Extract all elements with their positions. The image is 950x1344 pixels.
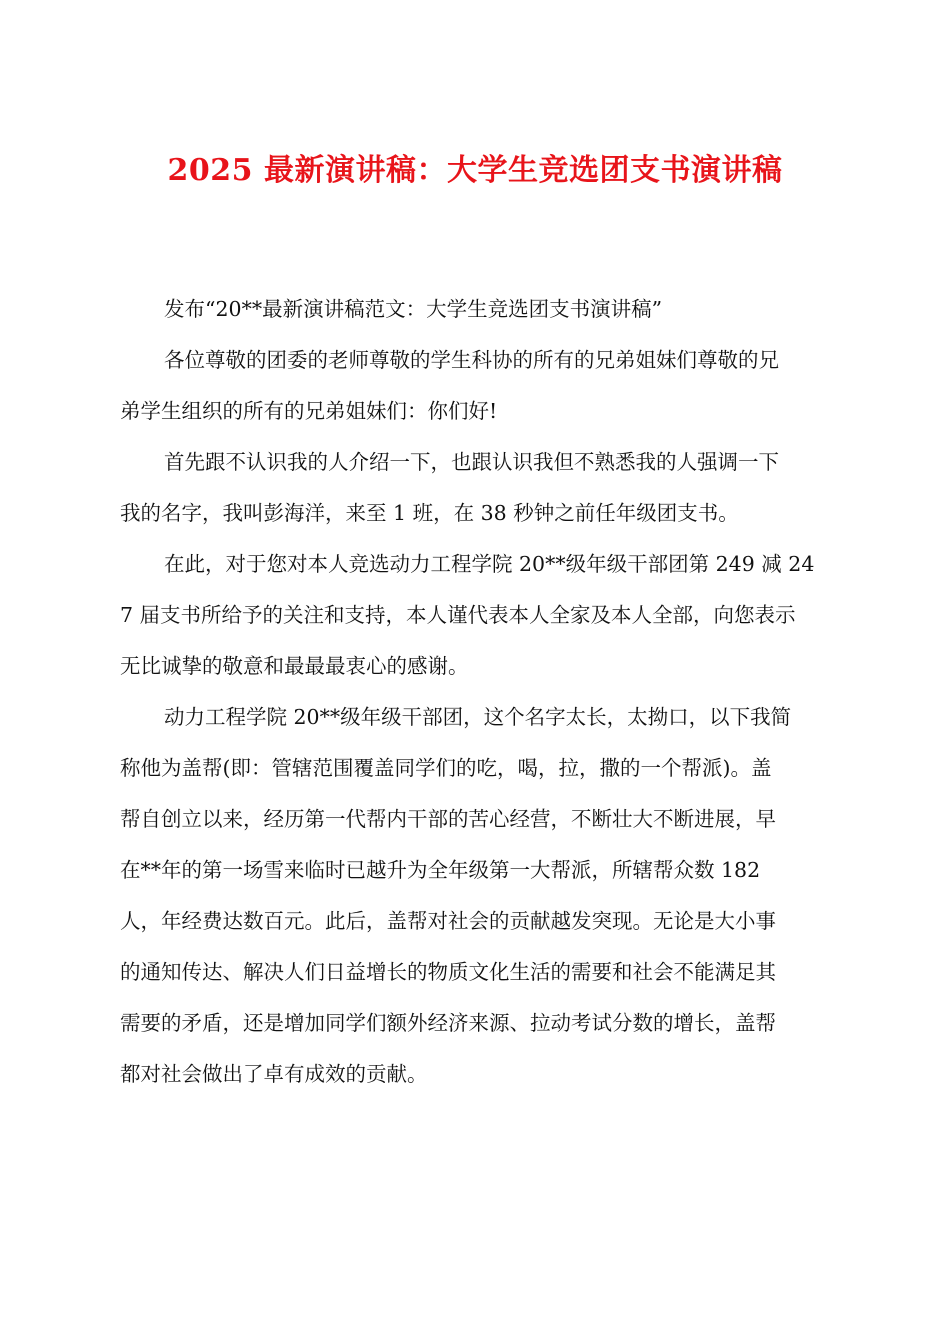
text-line: 需要的矛盾，还是增加同学们额外经济来源、拉动考试分数的增长，盖帮: [120, 1011, 776, 1035]
text-line: 都对社会做出了卓有成效的贡献。: [120, 1062, 428, 1086]
text-line: 各位尊敬的团委的老师尊敬的学生科协的所有的兄弟姐妹们尊敬的兄: [164, 348, 779, 372]
text-line: 帮自创立以来，经历第一代帮内干部的苦心经营，不断壮大不断进展，早: [120, 807, 776, 831]
text-line: 在此，对于您对本人竞选动力工程学院 20**级年级干部团第 249 减 24: [164, 552, 815, 576]
text-line: 在**年的第一场雪来临时已越升为全年级第一大帮派，所辖帮众数 182: [120, 858, 761, 882]
paragraph-greeting: [120, 335, 832, 437]
text-line: 首先跟不认识我的人介绍一下，也跟认识我但不熟悉我的人强调一下: [164, 450, 779, 474]
text-line: 人，年经费达数百元。此后，盖帮对社会的贡献越发突现。无论是大小事: [120, 909, 776, 933]
paragraph-thanks: [120, 539, 832, 692]
paragraph-introduction: [120, 437, 832, 539]
text-line: 称他为盖帮(即：管辖范围覆盖同学们的吃，喝，拉，撒的一个帮派)。盖: [120, 756, 772, 780]
text-line: 的通知传达、解决人们日益增长的物质文化生活的需要和社会不能满足其: [120, 960, 776, 984]
text-line: 7 届支书所给予的关注和支持，本人谨代表本人全家及本人全部，向您表示: [120, 603, 796, 627]
text-line: 弟学生组织的所有的兄弟姐妹们：你们好!: [120, 399, 498, 423]
text-line: 无比诚挚的敬意和最最最衷心的感谢。: [120, 654, 469, 678]
text-line: 我的名字，我叫彭海洋，来至 1 班，在 38 秒钟之前任年级团支书。: [120, 501, 739, 525]
document-body: [120, 284, 832, 1100]
text-line: 动力工程学院 20**级年级干部团，这个名字太长，太拗口，以下我简: [164, 705, 792, 729]
document-title: 2025 最新演讲稿：大学生竞选团支书演讲稿: [167, 153, 783, 188]
text-line: 发布“20**最新演讲稿范文：大学生竞选团支书演讲稿”: [164, 297, 663, 321]
paragraph-publish-note: [120, 284, 832, 335]
paragraph-history: [120, 692, 832, 1100]
